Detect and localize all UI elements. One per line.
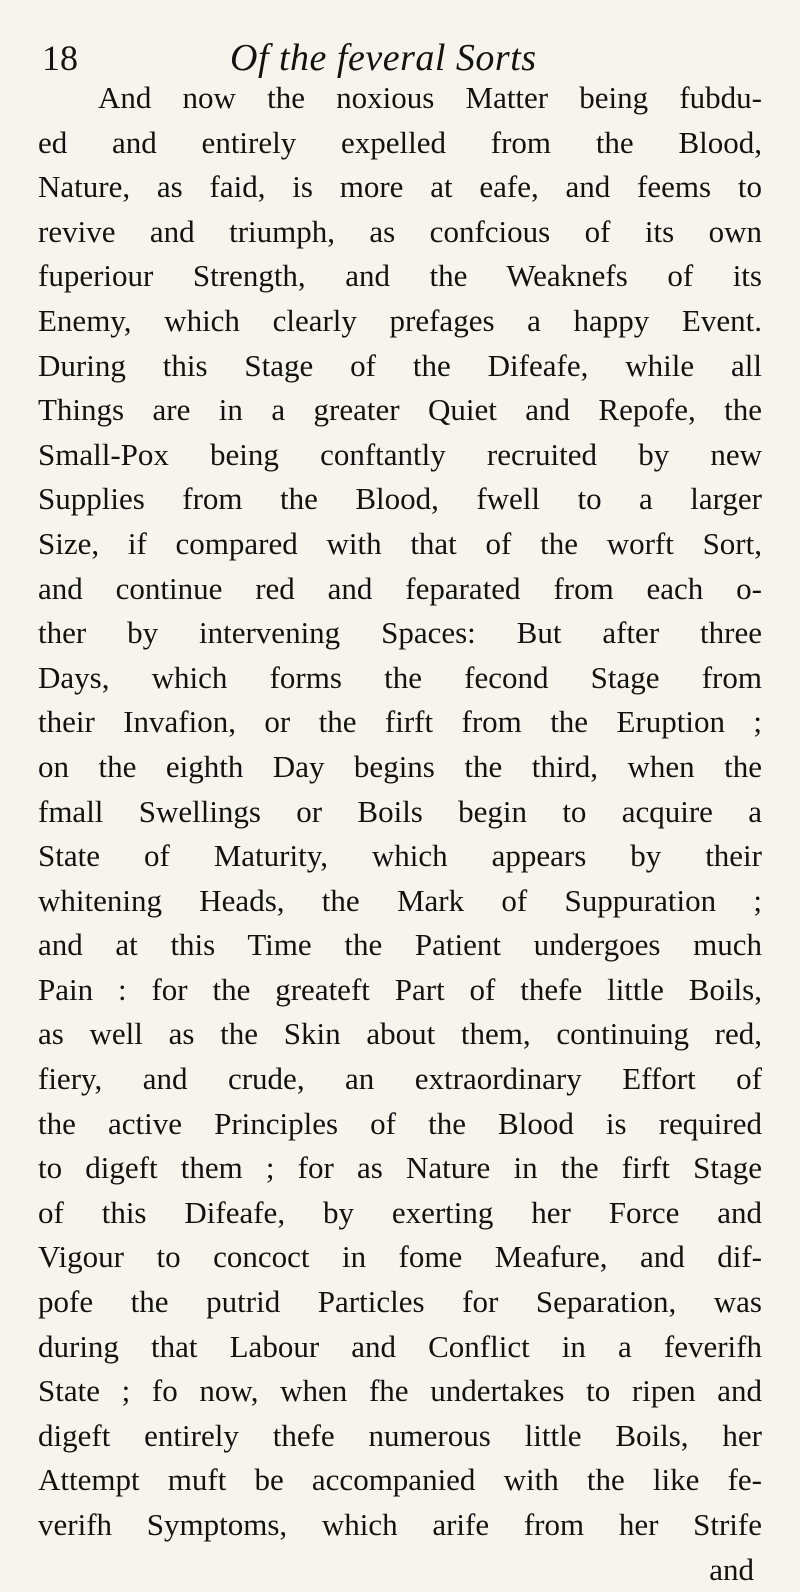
text-line: as well as the Skin about them, continuing red, <box>38 1016 762 1052</box>
text-line: of this Difeafe, by exerting her Force and <box>38 1194 762 1230</box>
text-line: fuperiour Strength, and the Weaknefs of its <box>38 258 762 294</box>
text-line: verifh Symptoms, which arife from her Strife <box>38 1507 762 1542</box>
text-line: State of Maturity, which appears by their <box>38 838 762 874</box>
page-number: 18 <box>42 38 78 78</box>
text-line: during that Labour and Conflict in a feverifh <box>38 1328 762 1364</box>
text-line: Attempt muft be accompanied with the like fe- <box>38 1462 762 1498</box>
text-line: Vigour to concoct in fome Meafure, and dif- <box>38 1239 762 1275</box>
text-line: to digeft them ; for as Nature in the firft Stage <box>38 1150 762 1186</box>
text-line: and continue red and feparated from each o- <box>38 570 762 606</box>
text-line: digeft entirely thefe numerous little Boils, her <box>38 1417 762 1453</box>
text-line: Supplies from the Blood, fwell to a larger <box>38 481 762 517</box>
text-line: revive and triumph, as confcious of its own <box>38 213 762 249</box>
running-head: Of the feveral Sorts <box>230 37 537 79</box>
text-line: Enemy, which clearly prefages a happy Event. <box>38 302 762 338</box>
text-line: Size, if compared with that of the worft Sort, <box>38 525 762 561</box>
text-line: pofe the putrid Particles for Separation, was <box>38 1284 762 1320</box>
text-line: Pain : for the greateft Part of thefe little Boils, <box>38 971 762 1007</box>
body-text <box>38 76 762 1592</box>
text-line: fmall Swellings or Boils begin to acquire a <box>38 793 762 829</box>
text-line: Nature, as faid, is more at eafe, and feems to <box>38 169 762 205</box>
text-line: Days, which forms the fecond Stage from <box>38 659 762 695</box>
text-line: State ; fo now, when fhe undertakes to ripen and <box>38 1373 762 1409</box>
text-line: their Invafion, or the firft from the Eruption ; <box>38 704 762 740</box>
text-line: Things are in a greater Quiet and Repofe, the <box>38 392 762 428</box>
text-line: fiery, and crude, an extraordinary Effort of <box>38 1061 762 1097</box>
text-line: ther by intervening Spaces: But after three <box>38 615 762 651</box>
text-line: and at this Time the Patient undergoes much <box>38 927 762 963</box>
text-line: whitening Heads, the Mark of Suppuration ; <box>38 882 762 918</box>
catchword: and <box>709 1551 754 1587</box>
text-line: on the eighth Day begins the third, when the <box>38 748 762 784</box>
text-line: And now the noxious Matter being fubdu- <box>98 80 762 115</box>
text-line: During this Stage of the Difeafe, while all <box>38 347 762 383</box>
text-line: Small-Pox being conftantly recruited by new <box>38 436 762 472</box>
text-line: ed and entirely expelled from the Blood, <box>38 124 762 160</box>
text-line: the active Principles of the Blood is required <box>38 1105 762 1141</box>
